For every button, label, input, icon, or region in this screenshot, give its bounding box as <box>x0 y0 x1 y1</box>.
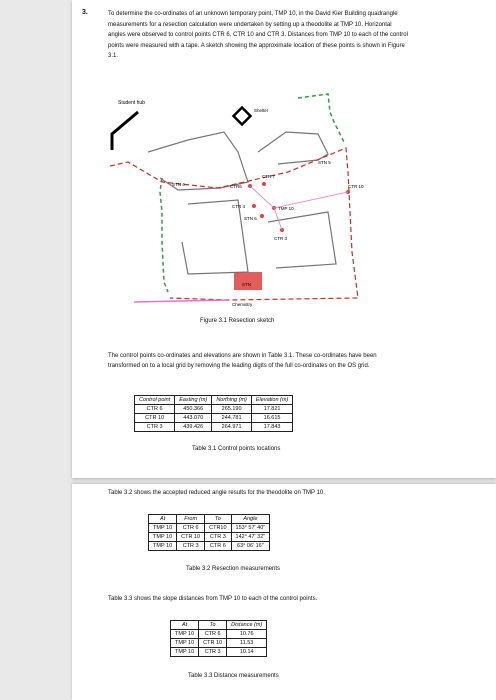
table-header-cell: From <box>177 515 205 524</box>
road-outline-3 <box>182 200 248 274</box>
table-cell: 450.366 <box>175 405 212 414</box>
shelter-symbol <box>234 108 251 125</box>
table-angles <box>148 514 270 551</box>
label-ctr6: CTR6 <box>230 184 242 189</box>
table1-header-cell: Northing (m) <box>212 396 252 405</box>
table-row <box>171 648 267 657</box>
table-cell: CTR 10 <box>177 533 205 542</box>
table-cell: 10.76 <box>227 630 267 639</box>
table-header-cell: At <box>171 621 199 630</box>
table-cell: TMP 10 <box>149 533 177 542</box>
table-row <box>135 405 293 414</box>
label-stn6: STN 6 <box>244 216 257 221</box>
table1-header <box>135 396 293 405</box>
label-ctr10: CTR 10 <box>348 184 364 189</box>
table-cell: CTR 3 <box>199 648 227 657</box>
label-stn: STN <box>242 282 251 287</box>
table-header-cell: Angle <box>231 515 270 524</box>
table-cell: CTR 6 <box>177 524 205 533</box>
table-cell: 63° 06' 16" <box>231 542 270 551</box>
table1-header-cell: Control point <box>135 396 175 405</box>
label-shelter: Shelter <box>254 108 269 113</box>
figure-caption: Figure 3.1 Resection sketch <box>200 318 275 324</box>
table-cell: 439.426 <box>175 423 212 432</box>
chemistry-entrance <box>234 272 262 290</box>
table1-header-cell: Easting (m) <box>175 396 212 405</box>
table1-header-cell: Elevation (m) <box>251 396 292 405</box>
road-outline-1 <box>148 132 248 190</box>
table-header-cell: To <box>199 621 227 630</box>
table-header-cell: Distance (m) <box>227 621 267 630</box>
label-chemistry: Chemistry <box>232 302 253 307</box>
document-page-2 <box>72 484 496 700</box>
table-cell: TMP 10 <box>149 542 177 551</box>
table-cell: 142° 47' 32" <box>231 533 270 542</box>
table-cell: 264.971 <box>212 423 252 432</box>
table-cell: TMP 10 <box>171 639 199 648</box>
table2-caption: Table 3.2 Resection measurements <box>186 566 281 572</box>
table-cell: TMP 10 <box>149 524 177 533</box>
table-control-points <box>134 395 293 432</box>
table3-header <box>171 621 267 630</box>
point-stn6 <box>260 214 264 218</box>
table-cell: 153° 57' 40" <box>231 524 270 533</box>
table-cell: CTR 6 <box>135 405 175 414</box>
table-row <box>149 533 270 542</box>
table-cell: CTR10 <box>205 524 231 533</box>
table-cell: CTR 10 <box>199 639 227 648</box>
table-cell: 16.615 <box>251 414 292 423</box>
table-header-cell: To <box>205 515 231 524</box>
label-ctr7: CTR 7 <box>262 174 276 179</box>
table2-header <box>149 515 270 524</box>
table-cell: TMP 10 <box>171 648 199 657</box>
table-row <box>149 524 270 533</box>
green-boundary-left <box>160 178 168 292</box>
table3-caption: Table 3.3 Distance measurements <box>188 673 279 679</box>
table1-caption: Table 3.1 Control points locations <box>192 446 281 452</box>
paragraph-angles: Table 3.2 shows the accepted reduced angle results for the theodolite on TMP 10. <box>108 490 325 496</box>
table-cell: CTR 6 <box>205 542 231 551</box>
student-hub-outline <box>112 112 138 150</box>
paragraph-control-points: The control points co-ordinates and elevations are shown in Table 3.1. These co-ordinates have been transformed on to a local grid by removing the leading digits of the full co-ordinates on the OS grid. <box>108 353 377 369</box>
point-ctr7 <box>262 182 266 186</box>
resection-sketch <box>108 92 372 308</box>
table-cell: 244.781 <box>212 414 252 423</box>
table-cell: CTR 10 <box>135 414 175 423</box>
table-cell: CTR 6 <box>199 630 227 639</box>
label-tmp10: TMP 10 <box>278 206 294 211</box>
table-row <box>171 630 267 639</box>
green-boundary <box>298 94 344 142</box>
label-ctr3: CTR 3 <box>274 236 288 241</box>
table-cell: 11.53 <box>227 639 267 648</box>
table-distances <box>170 620 267 657</box>
label-ctr4: CTR 4 <box>232 204 246 209</box>
table-row <box>135 423 293 432</box>
control-points <box>248 182 350 232</box>
label-stn4: STN 4 <box>172 182 185 187</box>
table-cell: 265.190 <box>212 405 252 414</box>
table-cell: 443.070 <box>175 414 212 423</box>
table-header-cell: At <box>149 515 177 524</box>
table-cell: 10.14 <box>227 648 267 657</box>
label-stn5: STN 5 <box>318 160 331 165</box>
table-cell: 17.843 <box>251 423 292 432</box>
table-row <box>149 542 270 551</box>
point-ctr4 <box>252 204 256 208</box>
table-cell: CTR 3 <box>205 533 231 542</box>
paragraph-distances: Table 3.3 shows the slope distances from TMP 10 to each of the control points. <box>108 596 318 602</box>
question-number: 3. <box>82 9 88 16</box>
table-cell: TMP 10 <box>171 630 199 639</box>
table-row <box>135 414 293 423</box>
question-intro: To determine the co-ordinates of an unknown temporary point, TMP 10, in the David Kier Building quadrangle measurements for a resection calculation were undertaken by setting up a theodolite at TMP 10. Horizontal angles were observed to control points CTR 6, CTR 10 and CTR 3. Distances from TMP 10 to each of the control points were measured with a tape. A sketch showing the approximate location of these points is shown in Figure 3.1. <box>108 11 408 59</box>
label-student-hub: Student hub <box>118 100 145 106</box>
table-cell: 17.821 <box>251 405 292 414</box>
table-row <box>171 639 267 648</box>
table-cell: CTR 3 <box>135 423 175 432</box>
pink-path <box>134 300 228 302</box>
sight-lines <box>250 186 348 230</box>
table-cell: CTR 3 <box>177 542 205 551</box>
